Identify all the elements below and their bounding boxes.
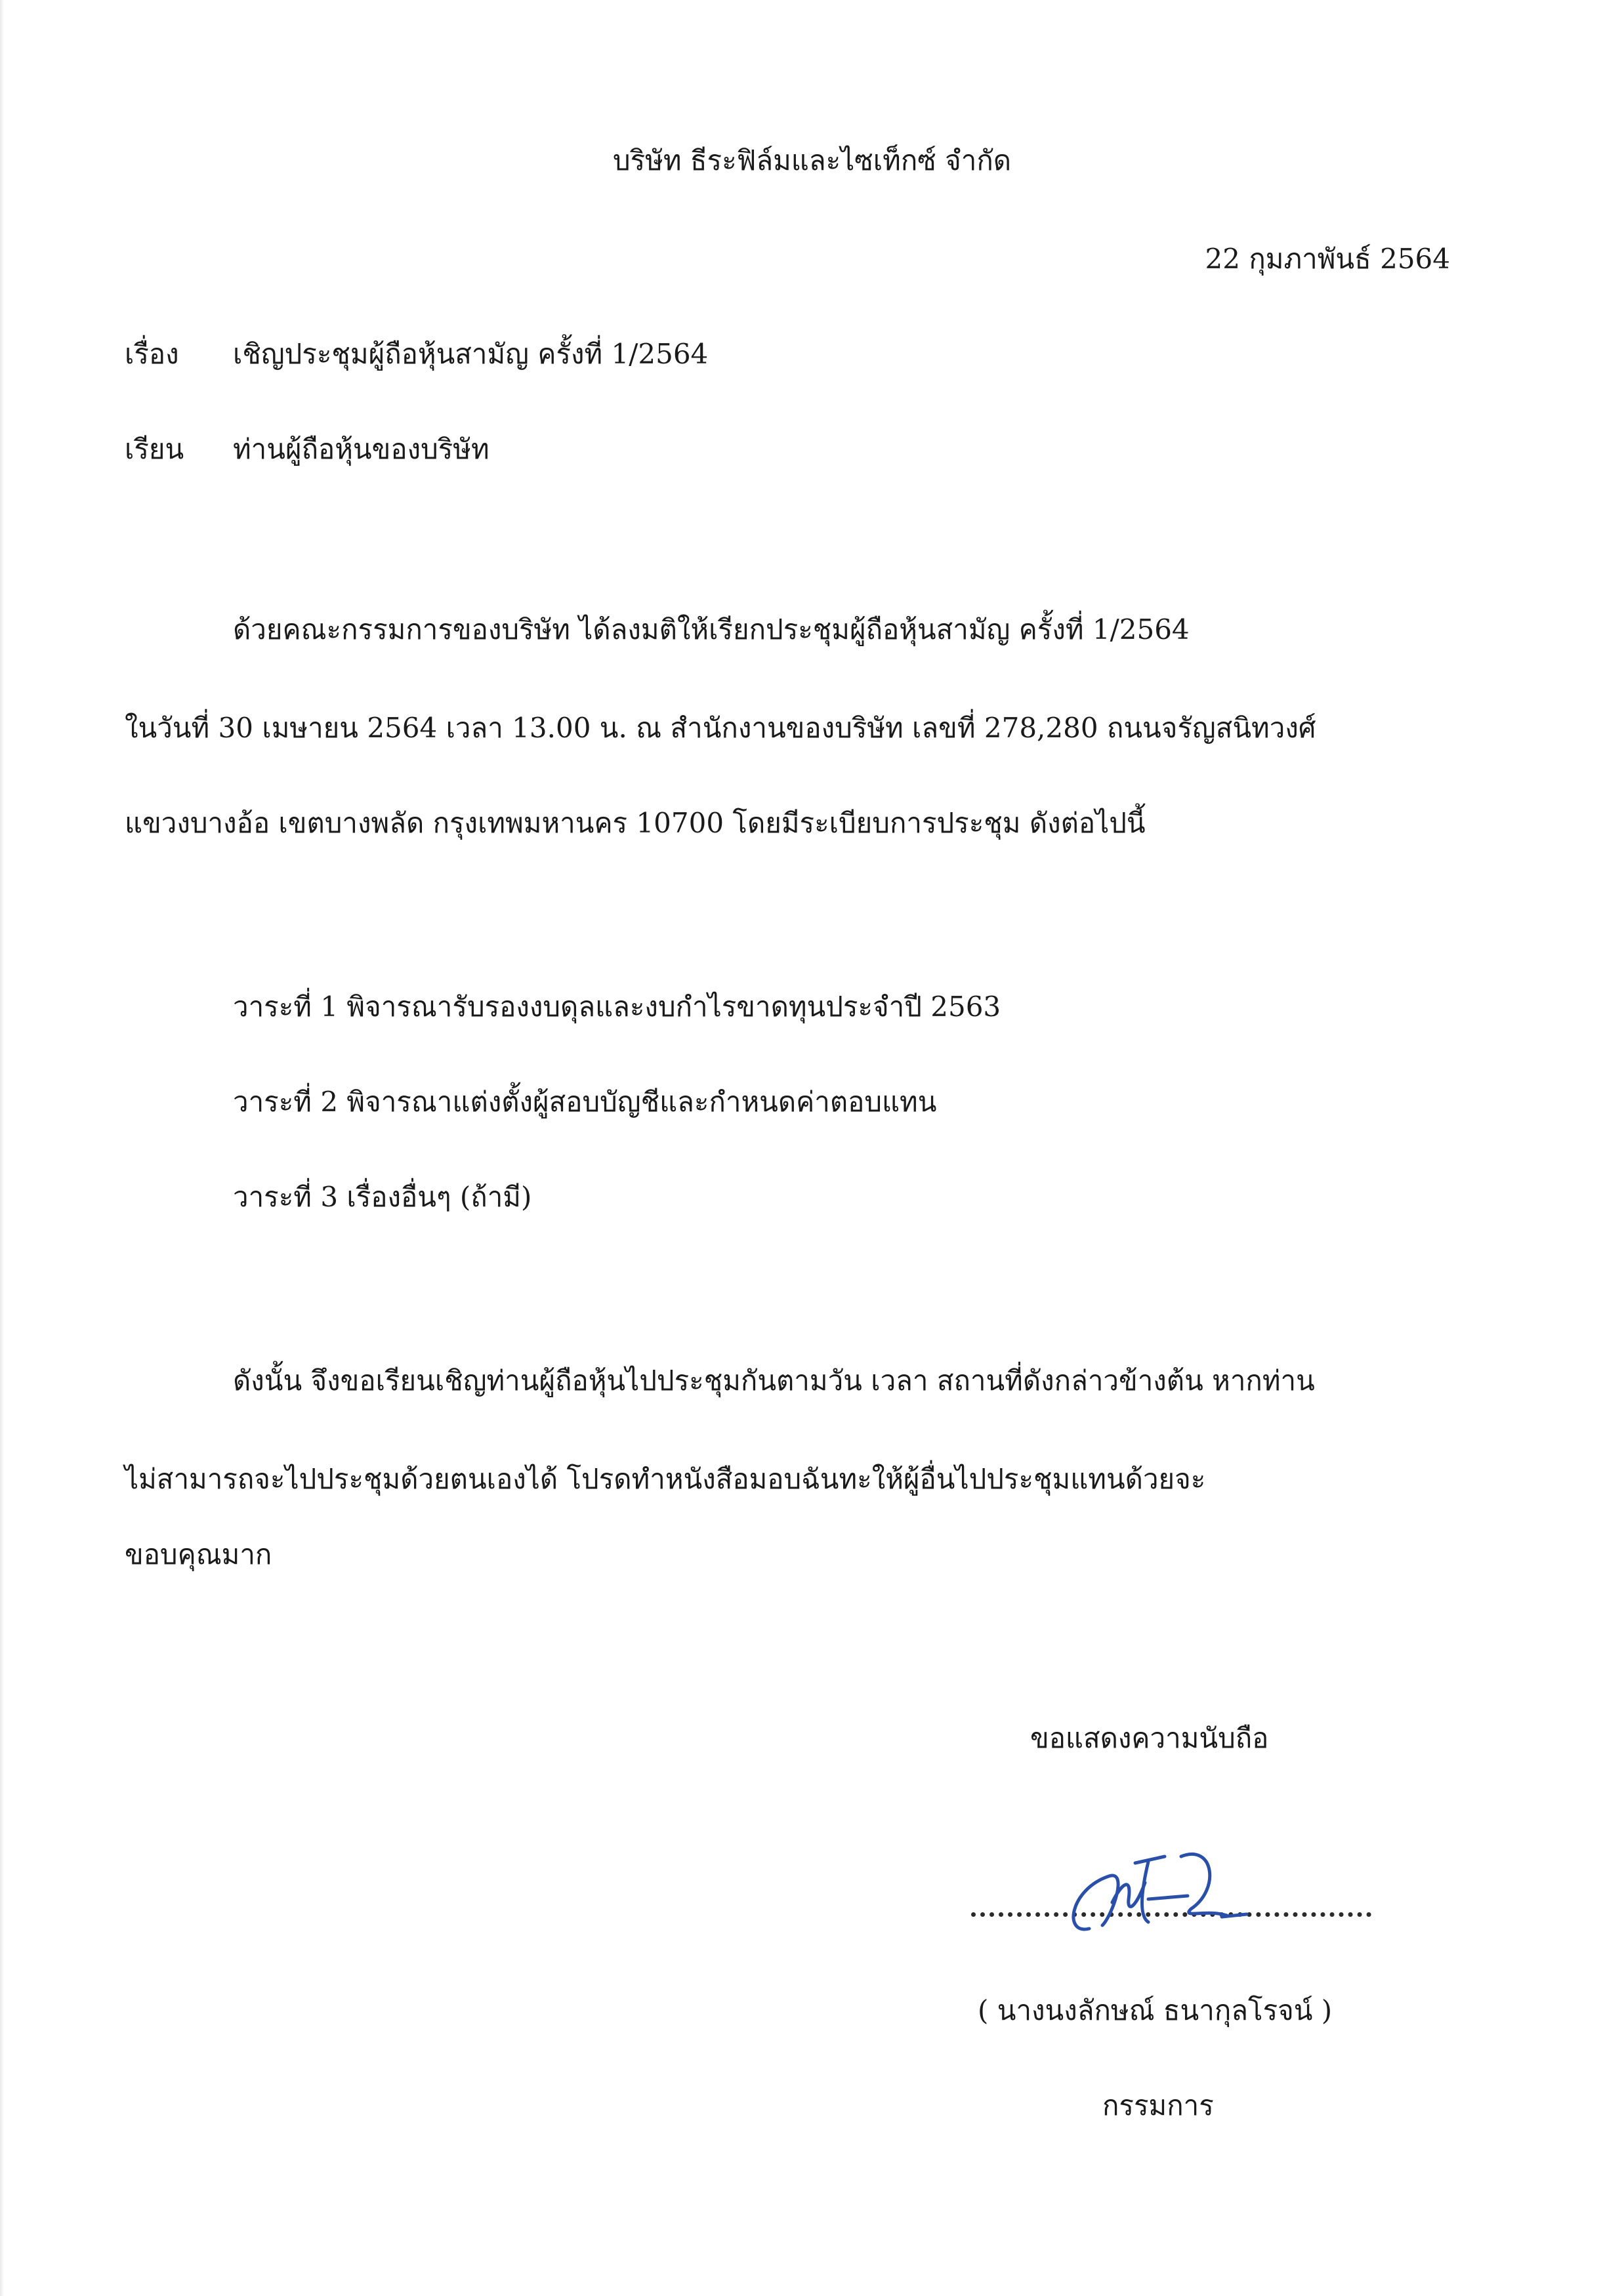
- body-line-1: ด้วยคณะกรรมการของบริษัท ได้ลงมติให้เรียกประชุมผู้ถือหุ้นสามัญ ครั้งที่ 1/2564: [233, 613, 1190, 646]
- subject-label: เรื่อง: [125, 338, 179, 370]
- closing-line-1: ดังนั้น จึงขอเรียนเชิญท่านผู้ถือหุ้นไปประชุมกันตามวัน เวลา สถานที่ดังกล่าวข้างต้น หากท่าน: [233, 1364, 1315, 1397]
- scan-edge: [0, 0, 4, 2296]
- closing-line-3: ขอบคุณมาก: [125, 1538, 272, 1570]
- agenda-item-2: วาระที่ 2 พิจารณาแต่งตั้งผู้สอบบัญชีและกำหนดค่าตอบแทน: [233, 1086, 937, 1118]
- regards-text: ขอแสดงความนับถือ: [1030, 1722, 1269, 1754]
- signature-icon: [1050, 1837, 1273, 1948]
- closing-line-2: ไม่สามารถจะไปประชุมด้วยตนเองได้ โปรดทำหนังสือมอบฉันทะให้ผู้อื่นไปประชุมแทนด้วยจะ: [125, 1463, 1206, 1495]
- recipient-label: เรียน: [125, 433, 184, 465]
- recipient-text: ท่านผู้ถือหุ้นของบริษัท: [233, 433, 489, 465]
- agenda-item-1: วาระที่ 1 พิจารณารับรองงบดุลและงบกำไรขาดทุนประจำปี 2563: [233, 991, 1001, 1023]
- company-name: บริษัท ธีระฟิล์มและไซเท็กซ์ จำกัด: [612, 144, 1012, 176]
- letter-date: 22 กุมภาพันธ์ 2564: [1205, 243, 1450, 275]
- signer-title: กรรมการ: [1102, 2089, 1214, 2122]
- subject-text: เชิญประชุมผู้ถือหุ้นสามัญ ครั้งที่ 1/2564: [233, 338, 709, 370]
- body-line-2: ในวันที่ 30 เมษายน 2564 เวลา 13.00 น. ณ สำนักงานของบริษัท เลขที่ 278,280 ถนนจรัญสนิทวงศ์: [125, 712, 1316, 744]
- body-line-3: แขวงบางอ้อ เขตบางพลัด กรุงเทพมหานคร 10700 โดยมีระเบียบการประชุม ดังต่อไปนี้: [125, 807, 1146, 839]
- signer-name: ( นางนงลักษณ์ ธนากุลโรจน์ ): [978, 1994, 1333, 2026]
- agenda-item-3: วาระที่ 3 เรื่องอื่นๆ (ถ้ามี): [233, 1181, 532, 1213]
